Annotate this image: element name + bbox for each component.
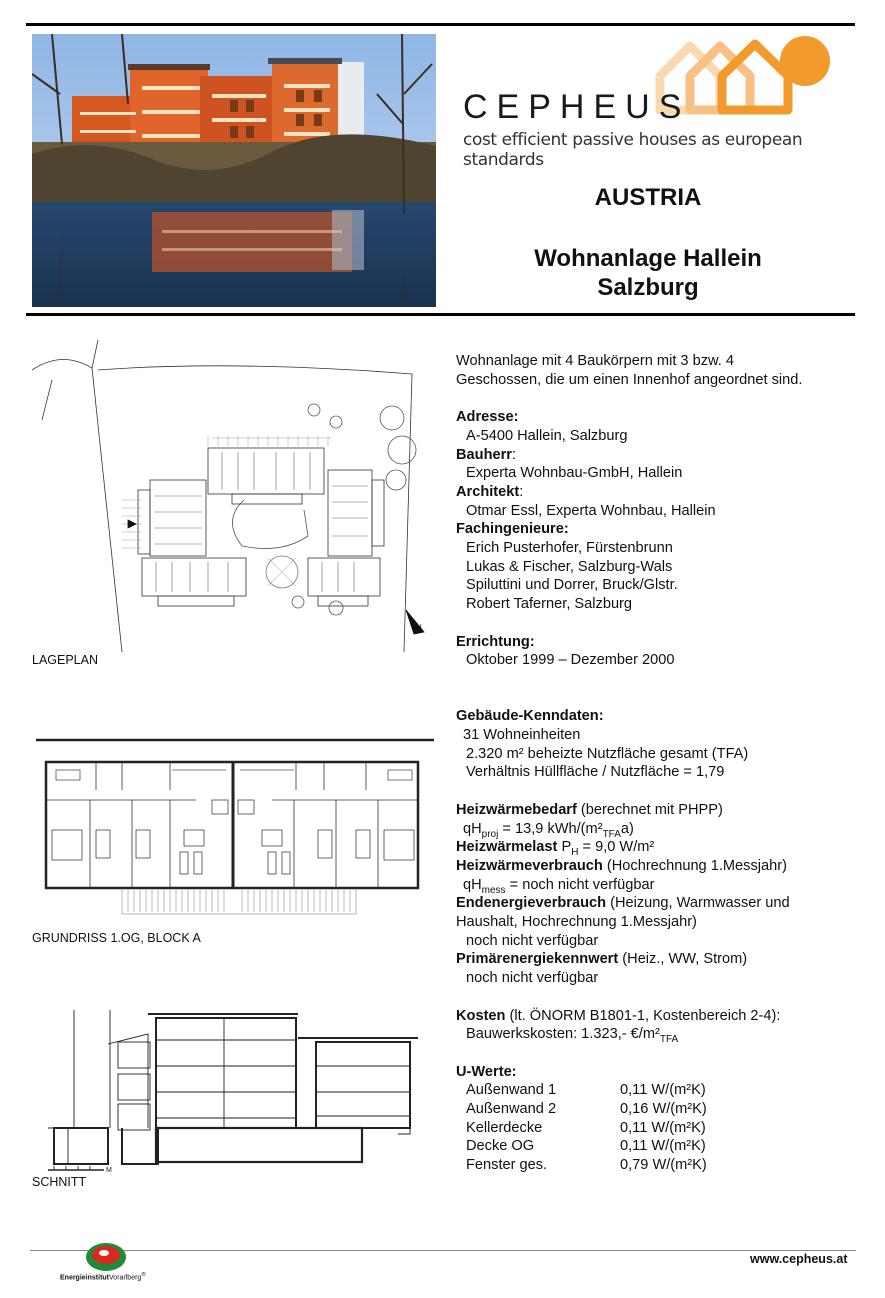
site-plan-caption: LAGEPLAN (32, 653, 99, 667)
building-photo (32, 34, 436, 307)
primary-energy-label: Primärenergiekennwert (456, 951, 619, 968)
heating-load-label: Heizwärmelast (456, 839, 558, 856)
primary-energy-note: (Heiz., WW, Strom) (622, 951, 748, 968)
intro-line-2: Geschossen, die um einen Innenhof angeordnet sind. (456, 371, 803, 388)
ratio-value: Verhältnis Hüllfläche / Nutzfläche = 1,79 (466, 764, 725, 781)
heating-load-value: = 9,0 W/m² (582, 839, 655, 856)
primary-energy-heading (456, 950, 856, 969)
project-name: Wohnanlage Hallein (534, 245, 762, 272)
costs-label: Kosten (456, 1007, 506, 1024)
address-label: Adresse: (456, 409, 519, 426)
final-energy-note: (Heizung, Warmwasser und (610, 895, 790, 912)
svg-text:N: N (416, 623, 422, 632)
heating-demand-note: (berechnet mit PHPP) (580, 801, 723, 818)
section-drawing (48, 1004, 420, 1176)
construction-label: Errichtung: (456, 633, 535, 650)
project-region: Salzburg (597, 274, 699, 301)
site-plan-drawing (32, 340, 434, 652)
final-energy-label: Endenergieverbrauch (456, 895, 607, 912)
engineer-item: Erich Pusterhofer, Fürstenbrunn (466, 540, 673, 557)
brand-slogan: cost efficient passive houses as european standards (463, 130, 803, 170)
heating-consumption-value: $qH_{mess}$ = noch nicht verfügbar (463, 876, 655, 896)
floor-plan-drawing (36, 734, 434, 918)
heating-load-row: Heizwärmelast $P_H = 9,0$ W/m² (456, 839, 655, 859)
construction-value: Oktober 1999 – Dezember 2000 (466, 652, 675, 669)
architect-heading: Architekt: (456, 483, 524, 500)
header-bottom-rule (26, 313, 855, 316)
top-rule (26, 23, 855, 26)
intro-line-1: Wohnanlage mit 4 Baukörpern mit 3 bzw. 4 (456, 353, 734, 369)
u-value-row: Fenster ges. 0,79 W/(m²K) (466, 1157, 707, 1174)
primary-energy-value: noch nicht verfügbar (466, 970, 599, 987)
svg-text:M: M (106, 1167, 112, 1174)
project-info (456, 352, 856, 1175)
engineer-item: Lukas & Fischer, Salzburg-Wals (466, 558, 673, 575)
final-energy-value: noch nicht verfügbar (466, 932, 599, 949)
address-value: A-5400 Hallein, Salzburg (466, 427, 628, 444)
builder-heading: Bauherr: (456, 446, 517, 463)
final-energy-heading (456, 894, 856, 913)
heating-demand-label: Heizwärmebedarf (456, 801, 577, 818)
country-title: AUSTRIA (594, 184, 702, 211)
engineer-item: Spiluttini und Dorrer, Bruck/Glstr. (466, 577, 678, 594)
floor-plan-caption: GRUNDRISS 1.OG, BLOCK A (32, 931, 201, 945)
u-value-row: Kellerdecke 0,11 W/(m²K) (466, 1119, 706, 1136)
costs-heading (456, 1007, 856, 1026)
project-title (460, 244, 836, 302)
area-value: 2.320 m² beheizte Nutzfläche gesamt (TFA) (466, 745, 749, 762)
u-value-row: Außenwand 2 0,16 W/(m²K) (466, 1101, 707, 1118)
builder-value: Experta Wohnbau-GmbH, Hallein (466, 465, 683, 482)
brand-name: CEPHEUS (463, 88, 691, 126)
footer-url-link[interactable]: www.cepheus.at (750, 1252, 848, 1266)
costs-value: Bauwerkskosten: 1.323,- $€/m^2_{TFA}$ (466, 1026, 679, 1046)
footer-org-name: EnergieinstitutVorarlberg® (60, 1272, 146, 1282)
heating-demand-heading (456, 801, 856, 820)
costs-note: (lt. ÖNORM B1801-1, Kostenbereich 2-4): (509, 1007, 781, 1024)
section-caption: SCHNITT (32, 1175, 87, 1189)
engineers-label: Fachingenieure: (456, 521, 569, 538)
u-values-label: U-Werte: (456, 1063, 517, 1080)
building-data-label: Gebäude-Kenndaten: (456, 708, 604, 725)
architect-value: Otmar Essl, Experta Wohnbau, Hallein (466, 502, 716, 519)
architect-label: Architekt (456, 483, 520, 500)
engineer-item: Robert Taferner, Salzburg (466, 596, 633, 613)
heating-consumption-heading (456, 857, 856, 876)
builder-label: Bauherr (456, 446, 512, 463)
heating-consumption-label: Heizwärmeverbrauch (456, 857, 603, 874)
heating-consumption-note: (Hochrechnung 1.Messjahr) (606, 857, 787, 874)
heating-demand-value: $qH_{proj} = 13,9$ kWh/$(m^2_{TFA}a)$ (463, 820, 634, 840)
u-value-row: Außenwand 1 0,11 W/(m²K) (466, 1082, 706, 1099)
units-value: 31 Wohneinheiten (463, 727, 581, 743)
final-energy-note-2: Haushalt, Hochrechnung 1.Messjahr) (456, 914, 697, 931)
u-value-row: Decke OG 0,11 W/(m²K) (466, 1138, 706, 1155)
